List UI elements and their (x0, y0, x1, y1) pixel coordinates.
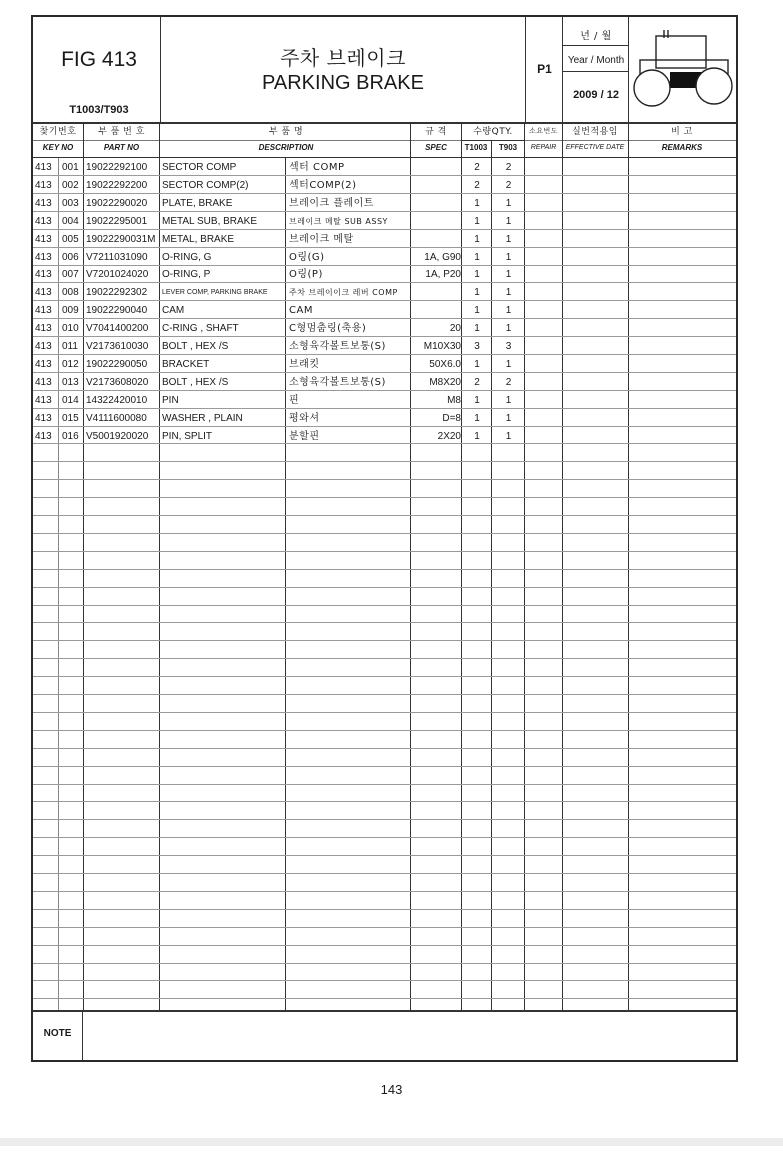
cell-key: 013 (62, 376, 79, 388)
cell-desc-kr: 소형육각볼트보통(S) (289, 341, 386, 352)
cell-desc-kr: 핀 (289, 394, 300, 406)
cell-fig: 413 (35, 287, 52, 299)
cell-key: 012 (62, 358, 79, 370)
tractor-icon (632, 30, 734, 112)
cell-part: 19022290031M (86, 233, 156, 245)
cell-desc-kr: 평와셔 (289, 412, 320, 424)
cell-fig: 413 (35, 215, 52, 227)
cell-desc-en: PIN (162, 394, 179, 406)
cell-q2: 1 (505, 251, 512, 263)
table-row (33, 337, 736, 355)
row-rule (33, 515, 736, 516)
table-row (33, 427, 736, 445)
cell-q2: 1 (505, 323, 512, 335)
cell-q2: 2 (505, 162, 512, 173)
cell-fig: 413 (35, 251, 52, 263)
cell-fig: 413 (35, 394, 52, 406)
cell-spec: 2X20 (437, 430, 461, 442)
cell-desc-kr: 브레이크 플레이트 (289, 197, 374, 209)
row-rule (33, 891, 736, 892)
cell-fig: 413 (35, 269, 52, 281)
cell-desc-en: BOLT , HEX /S (162, 376, 229, 388)
cell-spec (411, 176, 461, 194)
cell-desc-en: O-RING, P (162, 269, 211, 281)
col-spec-en: SPEC (425, 143, 447, 152)
cell-part: 19022295001 (86, 215, 148, 227)
cell-part: 19022292100 (86, 162, 148, 173)
col-qty-label: 수량QTY. (473, 127, 513, 137)
col-spec-kr: 규 격 (425, 127, 447, 137)
row-rule (33, 963, 736, 964)
cell-key: 004 (62, 215, 79, 227)
cell-key: 011 (62, 341, 78, 352)
cell-key: 009 (62, 305, 79, 317)
fig-number: FIG 413 (61, 48, 137, 71)
col-key-en: KEY NO (42, 143, 74, 152)
cell-q1: 1 (474, 251, 480, 263)
cell-key: 010 (62, 323, 79, 335)
cell-desc-en: C-RING , SHAFT (162, 323, 239, 335)
cell-spec: M10X30 (423, 341, 461, 352)
cell-desc-kr: O링(P) (289, 269, 323, 281)
cell-desc-kr: 브레이크 메탈 SUB ASSY (289, 216, 388, 226)
cell-key: 007 (62, 269, 79, 281)
cell-part: V2173608020 (86, 376, 149, 388)
cell-q2: 1 (505, 287, 512, 299)
page-number: 143 (380, 1082, 403, 1097)
cell-q2: 3 (505, 341, 512, 352)
col-repair-en: REPAIR (530, 144, 557, 151)
table-row (33, 194, 736, 212)
table-row (33, 301, 736, 319)
cell-key: 015 (62, 412, 79, 424)
col-part-kr: 부 품 번 호 (98, 127, 145, 137)
cell-part: V7201024020 (86, 269, 149, 281)
scan-edge (0, 1138, 783, 1146)
cell-q1: 2 (474, 162, 480, 173)
row-rule (33, 658, 736, 659)
row-rule (33, 945, 736, 946)
cell-fig: 413 (35, 341, 52, 352)
cell-part: 19022292200 (86, 179, 148, 191)
cell-desc-en: PIN, SPLIT (162, 430, 213, 442)
cell-part: V2173610030 (86, 341, 149, 352)
cell-part: 19022292302 (86, 287, 148, 299)
col-remarks-en: REMARKS (661, 143, 703, 152)
cell-fig: 413 (35, 233, 52, 245)
cell-q2: 1 (505, 233, 512, 245)
cell-desc-kr: 섹터COMP(2) (289, 179, 357, 191)
cell-q2: 1 (505, 412, 512, 424)
cell-spec: 1A, P20 (425, 269, 461, 281)
col-remarks-kr: 비 고 (671, 127, 693, 137)
row-rule (33, 927, 736, 928)
cell-spec: 50X6.0 (429, 358, 461, 370)
cell-q1: 1 (474, 323, 480, 335)
row-rule (33, 855, 736, 856)
row-rule (33, 533, 736, 534)
row-rule (33, 676, 736, 677)
row-rule (33, 998, 736, 999)
cell-spec (411, 194, 461, 212)
cell-spec (411, 283, 461, 301)
table-row (33, 265, 736, 283)
cell-desc-en: O-RING, G (162, 251, 212, 263)
cell-fig: 413 (35, 376, 52, 388)
cell-q1: 1 (474, 233, 480, 245)
cell-desc-kr: C형멈춤링(축용) (289, 323, 367, 335)
table-row (33, 391, 736, 409)
row-rule (33, 980, 736, 981)
date-value: 2009 / 12 (573, 89, 619, 101)
title-english: PARKING BRAKE (262, 72, 424, 94)
cell-spec: D=8 (442, 412, 461, 424)
table-row (33, 373, 736, 391)
cell-fig: 413 (35, 305, 52, 317)
title-korean: 주차 브레이크 (280, 46, 406, 70)
cell-key: 014 (62, 394, 79, 406)
row-rule (33, 784, 736, 785)
table-row (33, 212, 736, 230)
row-rule (33, 569, 736, 570)
table-row (33, 355, 736, 373)
cell-q1: 1 (474, 412, 480, 424)
row-rule (33, 605, 736, 606)
row-rule (33, 819, 736, 820)
cell-part: 19022290050 (86, 358, 148, 370)
cell-desc-en: PLATE, BRAKE (162, 197, 233, 209)
table-row (33, 319, 736, 337)
cell-desc-en: WASHER , PLAIN (162, 412, 243, 424)
cell-q1: 1 (474, 394, 480, 406)
page-code: P1 (537, 62, 552, 76)
cell-desc-en: METAL, BRAKE (162, 233, 235, 245)
col-effective-kr: 실번적용임 (572, 127, 618, 137)
cell-desc-en: BRACKET (162, 358, 210, 370)
cell-spec (411, 230, 461, 248)
cell-q2: 1 (505, 197, 512, 209)
cell-q2: 1 (505, 305, 512, 317)
row-rule (33, 712, 736, 713)
row-rule (33, 461, 736, 462)
cell-q2: 1 (505, 430, 512, 442)
cell-fig: 413 (35, 162, 52, 173)
cell-part: 14322420010 (86, 394, 148, 406)
col-desc-en: DESCRIPTION (258, 143, 314, 152)
row-rule (33, 873, 736, 874)
col-qty-t903: T903 (498, 143, 518, 152)
cell-spec (411, 158, 461, 176)
cell-q1: 1 (474, 197, 480, 209)
table-row (33, 230, 736, 248)
cell-q2: 2 (505, 179, 512, 191)
cell-desc-kr: 브래킷 (289, 358, 320, 370)
cell-q2: 1 (505, 269, 512, 281)
cell-key: 005 (62, 233, 79, 245)
cell-desc-en: CAM (162, 305, 185, 317)
cell-q1: 1 (474, 269, 480, 281)
cell-spec (411, 212, 461, 230)
row-rule (33, 837, 736, 838)
date-label-korean: 년 / 월 (580, 31, 612, 42)
cell-key: 001 (62, 162, 79, 173)
cell-fig: 413 (35, 430, 52, 442)
cell-key: 006 (62, 251, 79, 263)
cell-q2: 2 (505, 376, 512, 388)
cell-q1: 3 (474, 341, 480, 352)
cell-desc-en: LEVER COMP, PARKING BRAKE (162, 289, 268, 297)
cell-q1: 1 (474, 215, 480, 227)
row-rule (33, 551, 736, 552)
cell-spec: 1A, G90 (424, 251, 461, 263)
row-rule (33, 622, 736, 623)
row-rule (33, 801, 736, 802)
cell-key: 003 (62, 197, 79, 209)
cell-fig: 413 (35, 179, 52, 191)
table-row (33, 176, 736, 194)
cell-desc-en: METAL SUB, BRAKE (162, 215, 258, 227)
cell-q1: 1 (474, 287, 480, 299)
row-rule (33, 766, 736, 767)
row-rule (33, 748, 736, 749)
cell-q1: 1 (474, 305, 480, 317)
cell-fig: 413 (35, 412, 52, 424)
row-rule (33, 497, 736, 498)
cell-key: 008 (62, 287, 79, 299)
col-qty-t1003: T1003 (464, 143, 488, 152)
cell-desc-en: SECTOR COMP (162, 162, 237, 173)
row-rule (33, 587, 736, 588)
note-label: NOTE (43, 1028, 72, 1039)
model-codes: T1003/T903 (69, 104, 129, 116)
cell-desc-kr: 분할핀 (289, 430, 320, 442)
cell-q1: 1 (474, 430, 480, 442)
table-row (33, 409, 736, 427)
cell-part: V4111600080 (86, 412, 147, 424)
col-part-en: PART NO (103, 143, 140, 152)
cell-part: V7211031090 (86, 251, 148, 263)
row-rule (33, 730, 736, 731)
cell-part: V7041400200 (86, 323, 149, 335)
cell-key: 002 (62, 179, 79, 191)
row-rule (33, 694, 736, 695)
cell-desc-kr: 주차 브레이이크 레버 COMP (289, 288, 398, 298)
cell-spec: M8 (447, 394, 461, 406)
cell-fig: 413 (35, 323, 52, 335)
cell-key: 016 (62, 430, 79, 442)
cell-desc-kr: 브레이크 메탈 (289, 233, 354, 245)
col-repair-kr: 소요번도 (528, 127, 559, 135)
table-row (33, 248, 736, 266)
cell-spec (411, 301, 461, 319)
cell-q2: 1 (505, 358, 512, 370)
cell-part: 19022290040 (86, 305, 148, 317)
cell-q2: 1 (505, 215, 512, 227)
col-key-kr: 찾기번호 (39, 127, 77, 137)
row-rule (33, 640, 736, 641)
cell-part: V5001920020 (86, 430, 149, 442)
row-rule (33, 909, 736, 910)
cell-desc-kr: CAM (289, 305, 313, 317)
cell-desc-kr: 섹터 COMP (289, 162, 345, 173)
cell-part: 19022290020 (86, 197, 148, 209)
cell-spec: M8X20 (429, 376, 461, 388)
cell-desc-kr: O링(G) (289, 251, 325, 263)
note-area[interactable] (84, 1013, 734, 1059)
row-rule (33, 479, 736, 480)
cell-desc-en: SECTOR COMP(2) (162, 179, 249, 191)
cell-q2: 1 (505, 394, 512, 406)
date-label-english: Year / Month (567, 55, 625, 66)
col-effective-en: EFFECTIVE DATE (565, 144, 625, 151)
cell-spec: 20 (449, 323, 461, 335)
cell-fig: 413 (35, 358, 52, 370)
cell-fig: 413 (35, 197, 52, 209)
cell-q1: 1 (474, 358, 480, 370)
col-desc-kr: 부 품 명 (268, 127, 304, 137)
table-row (33, 158, 736, 176)
cell-desc-en: BOLT , HEX /S (162, 341, 229, 352)
cell-desc-kr: 소형육각볼트보통(S) (289, 376, 386, 388)
cell-q1: 2 (474, 376, 480, 388)
table-row (33, 283, 736, 301)
cell-q1: 2 (474, 179, 480, 191)
